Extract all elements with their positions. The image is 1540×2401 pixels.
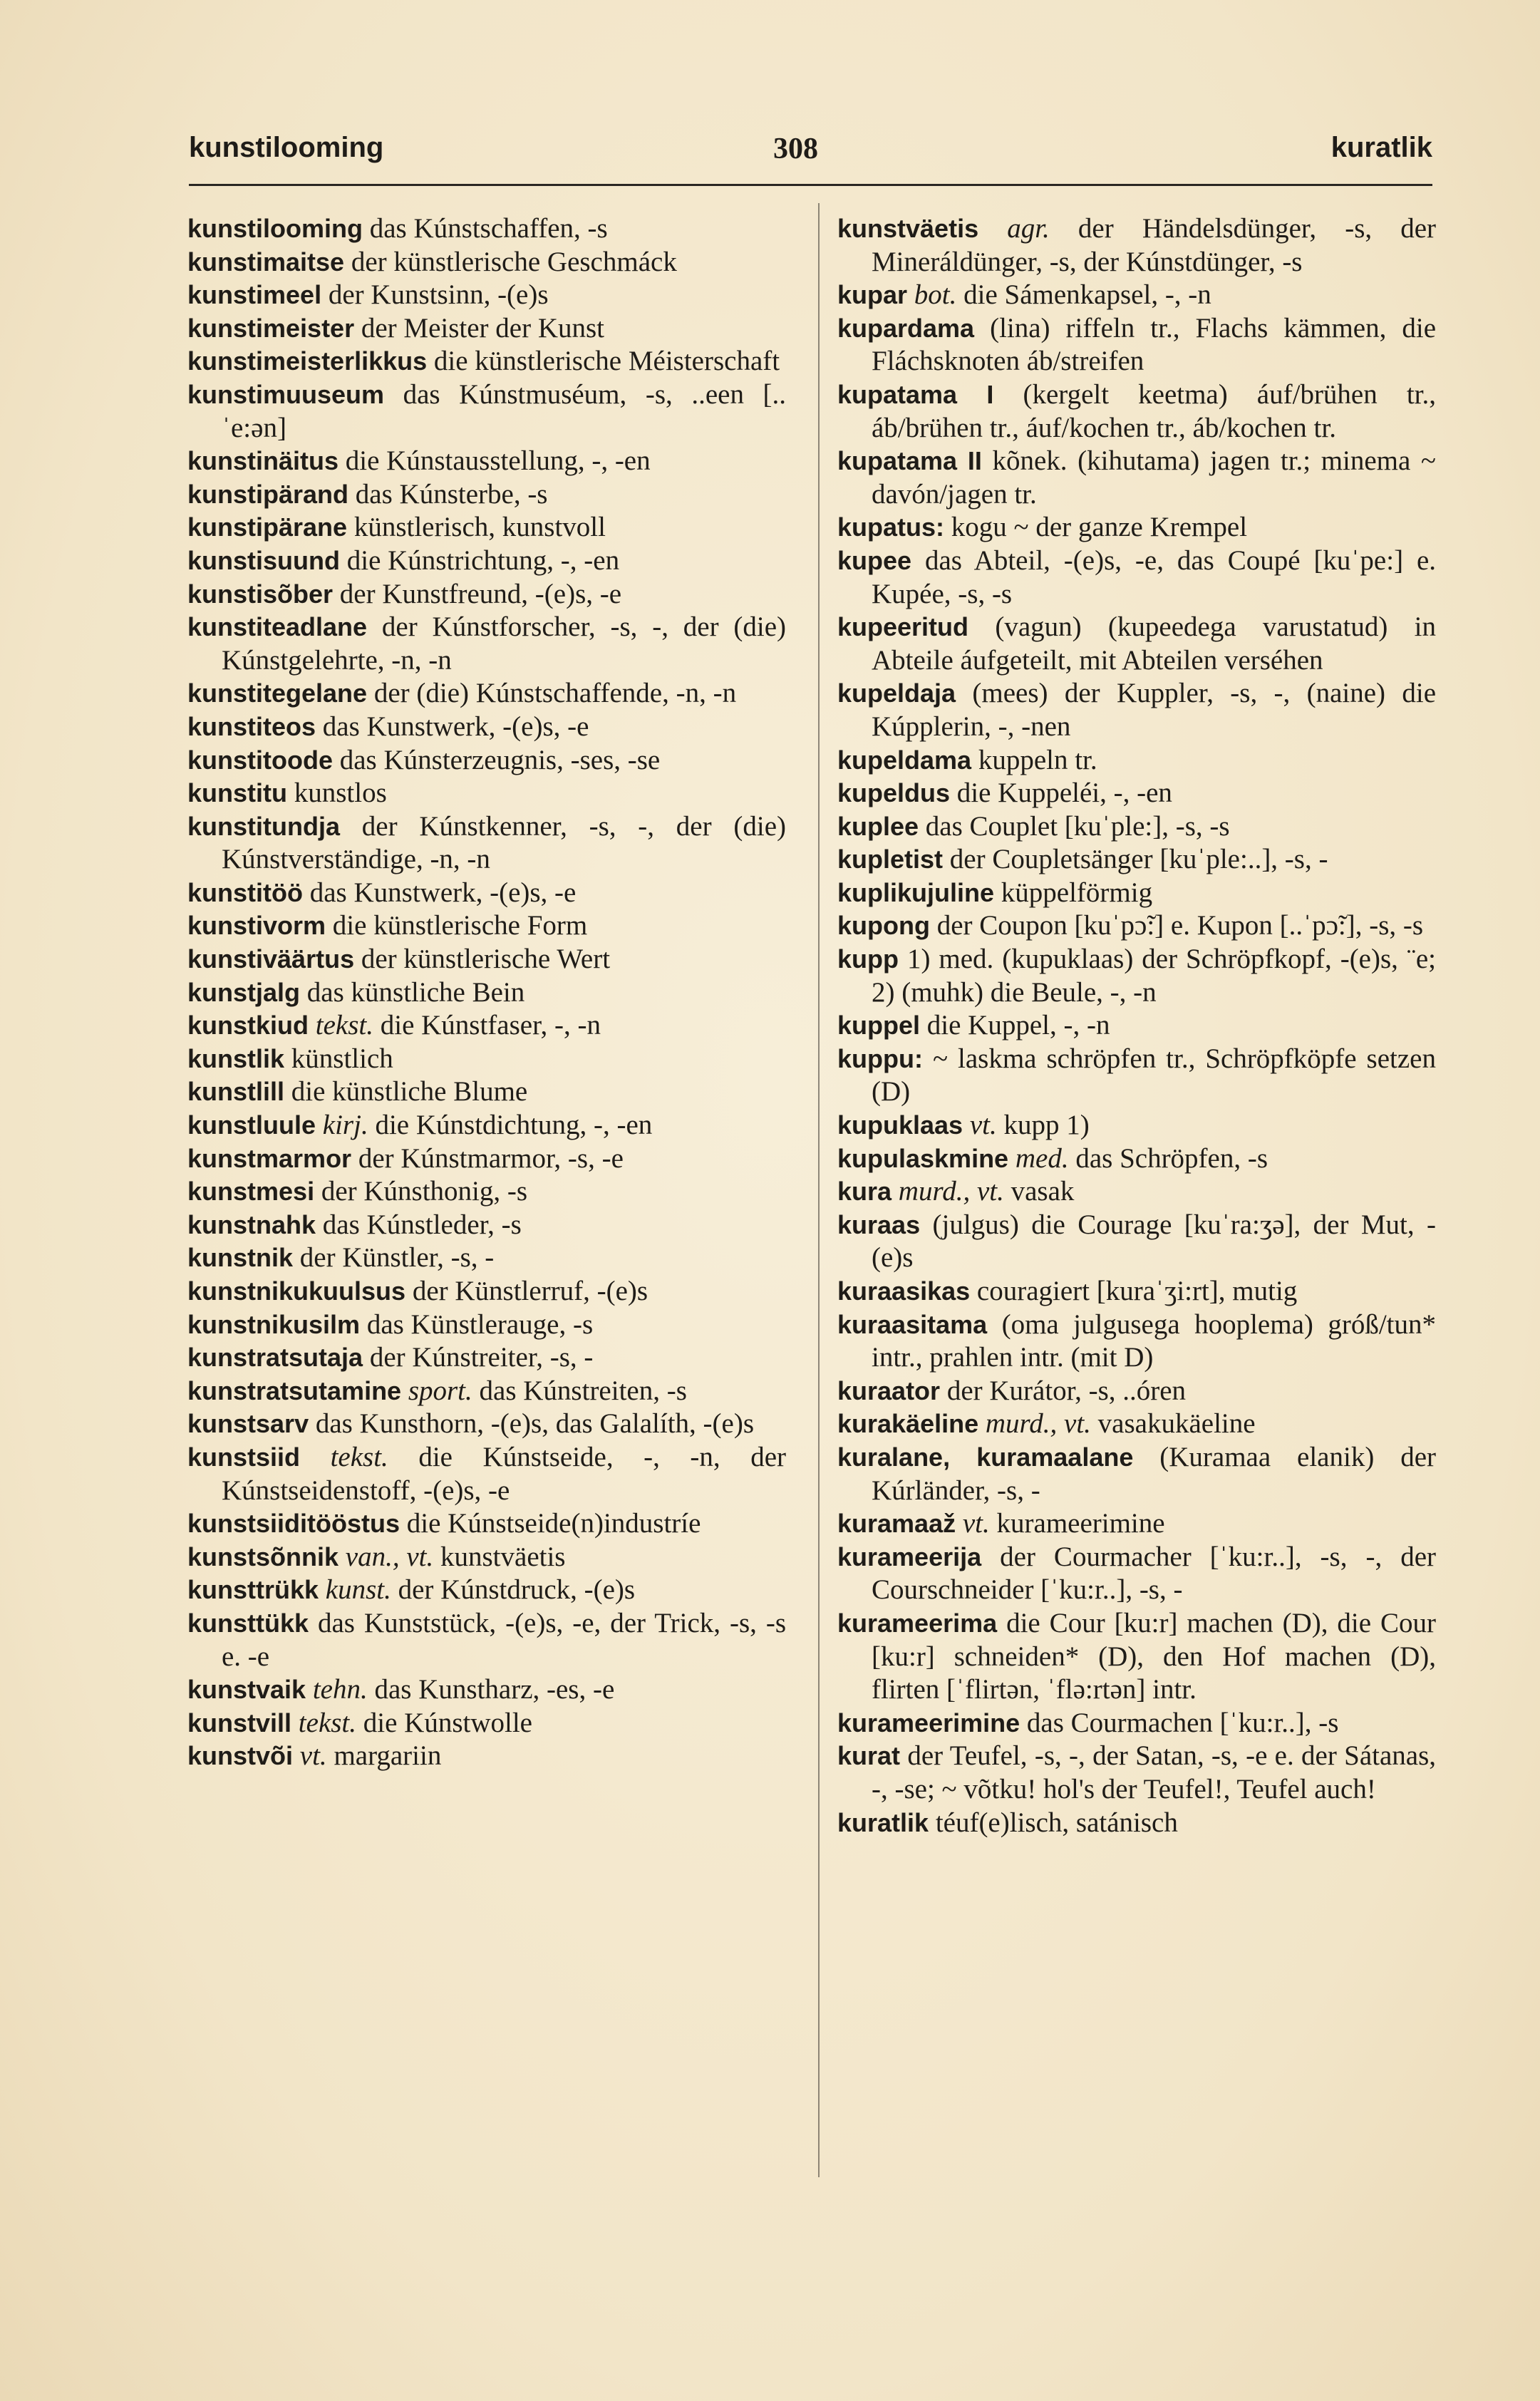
entry-translation: der Coupletsänger [kuˈple:..], -s, - bbox=[949, 844, 1328, 875]
entry-translation: das Kunstharz, -es, -e bbox=[374, 1674, 615, 1705]
entry-headword: kunstitöö bbox=[187, 877, 303, 907]
entry-headword: kuratlik bbox=[837, 1807, 929, 1837]
entry-headword: kunstivorm bbox=[187, 911, 326, 941]
dictionary-entry bbox=[187, 1375, 786, 1408]
dictionary-entry bbox=[187, 212, 786, 246]
entry-translation: (vagun) (kupeedega varustatud) in Abteile áufgeteilt, mit Abteilen verséhen bbox=[872, 611, 1436, 676]
entry-label: vt. bbox=[969, 1110, 997, 1141]
dictionary-entry bbox=[187, 877, 786, 910]
entry-headword: kunstjalg bbox=[187, 977, 301, 1007]
entry-headword: kunstimaitse bbox=[187, 247, 345, 277]
entry-headword: kunstkiud bbox=[187, 1011, 309, 1041]
entry-label: murd., vt. bbox=[898, 1176, 1004, 1207]
entry-headword: kunstiteadlane bbox=[187, 612, 368, 642]
dictionary-entry bbox=[837, 1209, 1436, 1275]
dictionary-entry bbox=[837, 1175, 1436, 1209]
dictionary-entry bbox=[837, 1043, 1436, 1109]
dictionary-entry bbox=[187, 1109, 786, 1142]
dictionary-entry bbox=[187, 345, 786, 378]
entry-translation: vasakukäeline bbox=[1097, 1408, 1256, 1440]
dictionary-entry bbox=[837, 1109, 1436, 1142]
entry-translation: margariin bbox=[334, 1740, 442, 1772]
entry-headword: kunstlik bbox=[187, 1043, 285, 1073]
entry-translation: das Kunstwerk, -(e)s, -e bbox=[322, 711, 589, 742]
entry-translation: der Händelsdünger, -s, der Mineráldünger, -s, der Kúnstdünger, -s bbox=[872, 213, 1437, 277]
dictionary-entry bbox=[187, 378, 786, 445]
dictionary-entry bbox=[187, 1707, 786, 1740]
entry-translation: 1) med. (kupuklaas) der Schröpfkopf, -(e)s, ¨e; 2) (muhk) die Beule, -, -n bbox=[872, 944, 1436, 1008]
entry-headword: kuraasikas bbox=[837, 1276, 971, 1306]
dictionary-entry bbox=[187, 279, 786, 312]
entry-translation: kogu ~ der ganze Krempel bbox=[951, 512, 1248, 543]
entry-headword: kuppel bbox=[837, 1011, 921, 1041]
dictionary-entry bbox=[837, 810, 1436, 844]
entry-translation: der Kúnstreiter, -s, - bbox=[369, 1342, 594, 1373]
header-first-word: kunstilooming bbox=[189, 132, 384, 163]
entry-label: tekst. bbox=[315, 1010, 373, 1041]
entry-headword: kupar bbox=[837, 280, 908, 310]
entry-headword: kuraas bbox=[837, 1209, 921, 1239]
dictionary-entry bbox=[187, 810, 786, 877]
entry-translation: das Kunsthorn, -(e)s, das Galalíth, -(e)s bbox=[315, 1408, 755, 1440]
dictionary-entry bbox=[187, 744, 786, 778]
entry-translation: (julgus) die Courage [kuˈra:ʒə], der Mut, -(e)s bbox=[872, 1209, 1436, 1274]
entry-translation: die Kúnstseide(n)industríe bbox=[406, 1508, 701, 1539]
entry-headword: kunstitegelane bbox=[187, 678, 368, 708]
entry-headword: kunstsiiditööstus bbox=[187, 1509, 400, 1539]
dictionary-entry bbox=[187, 777, 786, 810]
dictionary-entry bbox=[837, 744, 1436, 778]
entry-headword: kunstsiid bbox=[187, 1442, 301, 1472]
entry-translation: der Kúnstdruck, -(e)s bbox=[398, 1574, 636, 1606]
dictionary-entry bbox=[837, 1375, 1436, 1408]
entry-headword: kuppu: bbox=[837, 1043, 923, 1073]
entry-headword: kura bbox=[837, 1177, 892, 1207]
entry-label: med. bbox=[1015, 1142, 1069, 1174]
entry-headword: kuplikujuline bbox=[837, 877, 995, 907]
entry-headword: kunstnikukuulsus bbox=[187, 1276, 406, 1306]
entry-headword: kunstilooming bbox=[187, 214, 363, 243]
header-rule bbox=[189, 184, 1432, 186]
entry-headword: kupeldaja bbox=[837, 678, 956, 708]
entry-translation: der Kurátor, -s, ..óren bbox=[946, 1375, 1187, 1406]
entry-translation: (oma julgusega hooplema) gróß/tun* intr., prahlen intr. (mit D) bbox=[872, 1308, 1436, 1373]
dictionary-entry bbox=[187, 976, 786, 1010]
entry-headword: kunstsarv bbox=[187, 1409, 309, 1439]
dictionary-entry bbox=[187, 677, 786, 711]
dictionary-entry bbox=[187, 1209, 786, 1242]
dictionary-entry bbox=[187, 1308, 786, 1342]
entry-translation: die Kúnstdichtung, -, -en bbox=[375, 1110, 653, 1141]
entry-translation: das Courmachen [ˈku:r..], -s bbox=[1026, 1707, 1339, 1738]
dictionary-entry bbox=[187, 1275, 786, 1308]
entry-label: tehn. bbox=[312, 1674, 368, 1705]
entry-headword: kupp bbox=[837, 944, 899, 974]
entry-headword: kunstimeister bbox=[187, 313, 355, 343]
entry-translation: (mees) der Kuppler, -s, -, (naine) die Kúpplerin, -, -nen bbox=[872, 678, 1437, 742]
entry-translation: das Kúnstmuséum, -s, ..een [..ˈe:ən] bbox=[222, 378, 786, 443]
dictionary-entry bbox=[187, 1043, 786, 1076]
entry-translation: der Kúnstforscher, -s, -, der (die) Kúnstgelehrte, -n, -n bbox=[222, 611, 786, 676]
dictionary-entry bbox=[837, 611, 1436, 677]
dictionary-entry bbox=[837, 1275, 1436, 1308]
entry-translation: die Kúnstausstellung, -, -en bbox=[345, 445, 651, 477]
entry-headword: kurameerimine bbox=[837, 1708, 1020, 1738]
entry-headword: kunstmarmor bbox=[187, 1143, 352, 1173]
entry-translation: das Kúnsterzeugnis, -ses, -se bbox=[339, 744, 661, 775]
entry-headword: kunstratsutamine bbox=[187, 1375, 402, 1405]
left-column bbox=[187, 212, 786, 1773]
entry-label: sport. bbox=[408, 1375, 472, 1406]
entry-headword: kunstitoode bbox=[187, 745, 333, 775]
dictionary-entry bbox=[187, 1341, 786, 1375]
entry-headword: kupong bbox=[837, 911, 930, 941]
dictionary-entry bbox=[837, 511, 1436, 544]
entry-headword: kunstimeel bbox=[187, 280, 322, 310]
dictionary-entry bbox=[837, 279, 1436, 312]
entry-headword: kunstiväärtus bbox=[187, 944, 355, 974]
entry-headword: kunstisuund bbox=[187, 545, 340, 575]
entry-translation: das Künstlerauge, -s bbox=[366, 1308, 594, 1340]
dictionary-entry bbox=[837, 544, 1436, 611]
entry-headword: kunstitu bbox=[187, 778, 287, 808]
entry-translation: der Coupon [kuˈpɔ̃:] e. Kupon [..ˈpɔ̃:], -s, -s bbox=[936, 910, 1424, 941]
dictionary-entry bbox=[837, 1142, 1436, 1176]
entry-headword: kurameerija bbox=[837, 1542, 982, 1571]
entry-headword: kupatus: bbox=[837, 512, 945, 542]
entry-translation: küppelförmig bbox=[1001, 877, 1153, 908]
dictionary-entry bbox=[837, 909, 1436, 943]
page-header bbox=[189, 132, 1432, 175]
dictionary-entry bbox=[837, 212, 1436, 279]
dictionary-entry bbox=[187, 1441, 786, 1507]
entry-translation: das Kúnsterbe, -s bbox=[355, 478, 548, 510]
dictionary-entry bbox=[187, 1574, 786, 1607]
entry-headword: kupardama bbox=[837, 313, 975, 343]
entry-headword: kunstisõber bbox=[187, 579, 334, 609]
entry-headword: kupatama I bbox=[837, 379, 994, 409]
entry-headword: kunstipärane bbox=[187, 512, 348, 542]
entry-headword: kunstvaik bbox=[187, 1675, 306, 1705]
entry-translation: das Schröpfen, -s bbox=[1075, 1142, 1268, 1174]
entry-headword: kuraator bbox=[837, 1375, 941, 1405]
entry-translation: die Kuppeléi, -, -en bbox=[956, 778, 1172, 809]
dictionary-entry bbox=[837, 843, 1436, 877]
dictionary-entry bbox=[837, 1707, 1436, 1740]
dictionary-entry bbox=[837, 1541, 1436, 1607]
entry-headword: kunstvõi bbox=[187, 1741, 294, 1771]
entry-headword: kuraasitama bbox=[837, 1309, 988, 1339]
dictionary-entry bbox=[837, 1740, 1436, 1806]
entry-headword: kunstlill bbox=[187, 1077, 285, 1107]
dictionary-entry bbox=[837, 943, 1436, 1009]
entry-translation: der Kunstfreund, -(e)s, -e bbox=[339, 578, 622, 609]
entry-translation: das Couplet [kuˈple:], -s, -s bbox=[925, 810, 1230, 842]
entry-headword: kunstväetis bbox=[837, 214, 979, 243]
entry-translation: der Teufel, -s, -, der Satan, -s, -e e. der Sátanas, -, -se; ~ võtku! hol's der Teufel!, Teufel auch! bbox=[872, 1740, 1437, 1804]
dictionary-entry bbox=[187, 1607, 786, 1673]
entry-translation: das Kúnstleder, -s bbox=[322, 1209, 522, 1240]
entry-headword: kuralane, kuramaalane bbox=[837, 1442, 1134, 1472]
entry-translation: die Kúnstfaser, -, -n bbox=[380, 1010, 601, 1041]
dictionary-entry bbox=[837, 1408, 1436, 1441]
entry-translation: das Kúnstschaffen, -s bbox=[369, 213, 608, 244]
entry-translation: das künstliche Bein bbox=[306, 976, 525, 1008]
entry-translation: couragiert [kuraˈʒi:rt], mutig bbox=[976, 1276, 1298, 1306]
entry-headword: kunstnahk bbox=[187, 1209, 316, 1239]
entry-translation: die künstliche Blume bbox=[291, 1076, 528, 1107]
entry-headword: kunstvill bbox=[187, 1708, 292, 1738]
entry-translation: die Sámenkapsel, -, -n bbox=[963, 279, 1211, 311]
entry-headword: kunstipärand bbox=[187, 479, 349, 509]
entry-label: vt. bbox=[962, 1508, 990, 1539]
entry-label: tekst. bbox=[330, 1441, 388, 1472]
entry-headword: kunstimuuseum bbox=[187, 379, 385, 409]
dictionary-entry bbox=[187, 1241, 786, 1275]
dictionary-entry bbox=[187, 611, 786, 677]
entry-translation: die Kúnstrichtung, -, -en bbox=[346, 544, 620, 576]
dictionary-entry bbox=[187, 312, 786, 346]
dictionary-entry bbox=[187, 943, 786, 976]
entry-headword: kurameerima bbox=[837, 1608, 998, 1638]
dictionary-entry bbox=[187, 478, 786, 512]
entry-translation: der (die) Kúnstschaffende, -n, -n bbox=[373, 678, 737, 709]
dictionary-entry bbox=[187, 544, 786, 578]
entry-translation: der Künstler, -s, - bbox=[299, 1242, 495, 1274]
dictionary-entry bbox=[837, 312, 1436, 378]
right-column bbox=[837, 212, 1436, 1839]
dictionary-entry bbox=[187, 1673, 786, 1707]
entry-headword: kunstratsutaja bbox=[187, 1343, 363, 1373]
dictionary-entry bbox=[187, 1740, 786, 1773]
page-number: 308 bbox=[773, 133, 818, 165]
dictionary-entry bbox=[837, 1009, 1436, 1043]
entry-headword: kupuklaas bbox=[837, 1110, 963, 1140]
entry-translation: der Kúnstmarmor, -s, -e bbox=[358, 1142, 624, 1174]
dictionary-entry bbox=[837, 777, 1436, 810]
dictionary-entry bbox=[837, 1441, 1436, 1507]
entry-translation: die Kúnstseide, -, -n, der Kúnstseidenstoff, -(e)s, -e bbox=[222, 1441, 786, 1506]
dictionary-entry bbox=[187, 1142, 786, 1176]
entry-headword: kuplee bbox=[837, 811, 919, 841]
entry-headword: kunsttükk bbox=[187, 1608, 309, 1638]
entry-translation: téuf(e)lisch, satánisch bbox=[935, 1807, 1178, 1838]
dictionary-entry bbox=[187, 1009, 786, 1043]
entry-headword: kupulaskmine bbox=[837, 1143, 1009, 1173]
dictionary-entry bbox=[837, 877, 1436, 910]
entry-translation: der Kúnstkenner, -s, -, der (die) Kúnstverständige, -n, -n bbox=[222, 810, 787, 875]
entry-translation: (kergelt keetma) áuf/brühen tr., áb/brühen tr., áuf/kochen tr., áb/kochen tr. bbox=[872, 378, 1436, 443]
entry-translation: kunstlos bbox=[294, 778, 387, 809]
entry-headword: kupeeritud bbox=[837, 612, 969, 642]
entry-translation: der Kúnsthonig, -s bbox=[321, 1176, 528, 1207]
entry-translation: das Kunstwerk, -(e)s, -e bbox=[309, 877, 577, 908]
entry-headword: kunstnikusilm bbox=[187, 1309, 361, 1339]
dictionary-entry bbox=[187, 445, 786, 478]
dictionary-entry bbox=[187, 711, 786, 744]
entry-headword: kurat bbox=[837, 1741, 901, 1771]
dictionary-entry bbox=[187, 1507, 786, 1541]
entry-headword: kunstluule bbox=[187, 1110, 316, 1140]
entry-label: agr. bbox=[1007, 213, 1050, 244]
entry-headword: kunstitundja bbox=[187, 811, 340, 841]
entry-headword: kupee bbox=[837, 545, 912, 575]
dictionary-entry bbox=[187, 1175, 786, 1209]
column-divider bbox=[818, 203, 820, 2177]
entry-headword: kunstiteos bbox=[187, 711, 316, 741]
dictionary-entry bbox=[187, 1541, 786, 1574]
entry-translation: (lina) riffeln tr., Flachs kämmen, die Fláchsknoten áb/streifen bbox=[872, 312, 1437, 377]
dictionary-entry bbox=[837, 378, 1436, 445]
entry-headword: kunstinäitus bbox=[187, 446, 339, 476]
entry-translation: das Abteil, -(e)s, -e, das Coupé [kuˈpe:] e. Kupée, -s, -s bbox=[872, 544, 1437, 609]
entry-translation: das Kúnstreiten, -s bbox=[479, 1375, 687, 1406]
dictionary-entry bbox=[187, 511, 786, 544]
entry-translation: die künstlerische Méisterschaft bbox=[433, 346, 780, 377]
entry-translation: der künstlerische Geschmáck bbox=[351, 246, 677, 277]
entry-translation: vasak bbox=[1011, 1176, 1075, 1207]
entry-translation: der Courmacher [ˈku:r..], -s, -, der Courschneider [ˈku:r..], -s, - bbox=[872, 1541, 1436, 1606]
entry-headword: kupeldama bbox=[837, 745, 972, 775]
dictionary-entry bbox=[837, 1807, 1436, 1840]
entry-label: bot. bbox=[914, 279, 957, 311]
dictionary-entry bbox=[837, 1308, 1436, 1375]
entry-translation: kuppeln tr. bbox=[978, 744, 1097, 775]
dictionary-entry bbox=[837, 1507, 1436, 1541]
entry-label: van., vt. bbox=[345, 1541, 434, 1572]
entry-headword: kunsttrükk bbox=[187, 1575, 319, 1605]
entry-headword: kupatama II bbox=[837, 446, 982, 476]
dictionary-entry bbox=[837, 1607, 1436, 1707]
entry-translation: künstlerisch, kunstvoll bbox=[353, 512, 606, 543]
entry-translation: der Kunstsinn, -(e)s bbox=[328, 279, 549, 311]
dictionary-entry bbox=[187, 1075, 786, 1109]
entry-headword: kuramaaž bbox=[837, 1509, 956, 1539]
entry-translation: das Kunststück, -(e)s, -e, der Trick, -s, -s e. -e bbox=[222, 1607, 786, 1672]
header-last-word: kuratlik bbox=[1330, 132, 1432, 163]
dictionary-entry bbox=[837, 677, 1436, 743]
dictionary-entry bbox=[187, 1408, 786, 1441]
dictionary-entry bbox=[837, 445, 1436, 511]
entry-translation: (Kuramaa elanik) der Kúrländer, -s, - bbox=[872, 1441, 1437, 1506]
entry-label: murd., vt. bbox=[985, 1408, 1091, 1440]
entry-label: tekst. bbox=[298, 1707, 357, 1738]
dictionary-entry bbox=[187, 578, 786, 611]
entry-translation: der Meister der Kunst bbox=[361, 312, 604, 344]
entry-translation: die Cour [ku:r] machen (D), die Cour [ku:r] schneiden* (D), den Hof machen (D), flirten [ˈflirtən, ˈflə:rtən] intr. bbox=[872, 1607, 1437, 1705]
entry-translation: kurameerimine bbox=[996, 1508, 1165, 1539]
entry-label: kirj. bbox=[322, 1110, 368, 1141]
entry-translation: die künstlerische Form bbox=[332, 910, 588, 941]
entry-translation: ~ laskma schröpfen tr., Schröpfköpfe setzen (D) bbox=[872, 1043, 1436, 1107]
dictionary-entry bbox=[187, 246, 786, 279]
entry-headword: kunstimeisterlikkus bbox=[187, 346, 428, 376]
entry-headword: kurakäeline bbox=[837, 1409, 979, 1439]
entry-headword: kunstmesi bbox=[187, 1177, 315, 1207]
entry-headword: kunstnik bbox=[187, 1243, 294, 1273]
entry-headword: kunstsõnnik bbox=[187, 1542, 339, 1571]
entry-translation: kupp 1) bbox=[1003, 1110, 1090, 1141]
entry-headword: kupeldus bbox=[837, 778, 951, 808]
entry-translation: die Kúnstwolle bbox=[363, 1707, 532, 1738]
entry-label: kunst. bbox=[325, 1574, 391, 1606]
entry-translation: die Kuppel, -, -n bbox=[926, 1010, 1110, 1041]
entry-headword: kupletist bbox=[837, 845, 944, 874]
dictionary-entry bbox=[187, 909, 786, 943]
entry-label: vt. bbox=[299, 1740, 327, 1772]
entry-translation: künstlich bbox=[291, 1043, 393, 1074]
entry-translation: kõnek. (kihutama) jagen tr.; minema ~ davón/jagen tr. bbox=[872, 445, 1437, 510]
entry-translation: der künstlerische Wert bbox=[361, 944, 611, 975]
entry-translation: der Künstlerruf, -(e)s bbox=[412, 1276, 648, 1306]
entry-translation: kunstväetis bbox=[440, 1541, 566, 1572]
